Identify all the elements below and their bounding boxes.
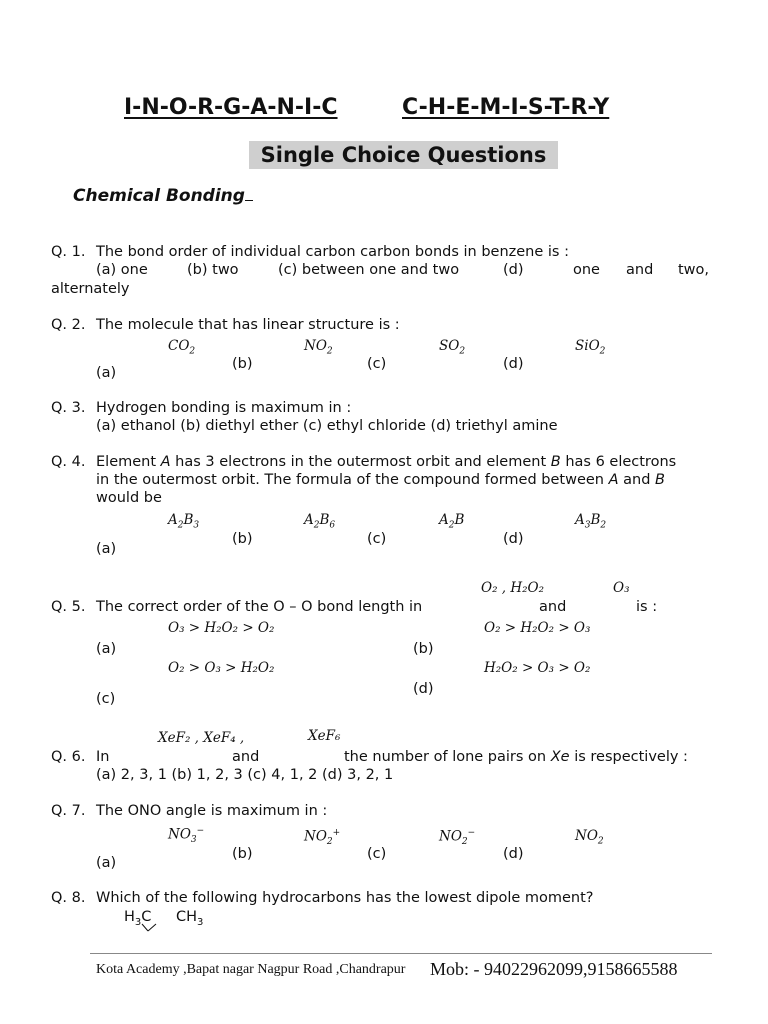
q1-option-d-word3: two, <box>678 262 710 278</box>
q2-fd-base: SiO <box>575 338 600 354</box>
q6-text-a: the number of lone pairs on <box>344 749 551 765</box>
q7-fc-sub: 2 <box>461 837 468 848</box>
q4-formula-d <box>575 512 606 531</box>
q7-fa-sub: 3 <box>190 835 197 846</box>
q4-fa-4: 3 <box>193 520 200 531</box>
q7-fb-sup: + <box>332 828 341 838</box>
q4-label-a: (a) <box>96 541 117 557</box>
footer-divider <box>90 953 712 954</box>
q6-and: and <box>232 749 260 765</box>
title-right: C-H-E-M-I-S-T-R-Y <box>402 95 610 120</box>
q2-fc-sub: 2 <box>459 346 466 357</box>
q2-formula-b <box>304 338 333 357</box>
q4-number: Q. 4. <box>51 454 86 470</box>
q4-fd-4: 2 <box>600 520 607 531</box>
q5-label-b: (b) <box>413 641 434 657</box>
q2-formula-a <box>168 338 195 357</box>
q2-fc-base: SO <box>439 338 460 354</box>
q1-text: The bond order of individual carbon carbon bonds in benzene is : <box>96 244 569 260</box>
q4-fa-1: A <box>168 512 178 528</box>
q5-formula-top1: O₂ , H₂O₂ <box>481 580 545 596</box>
q7-fb-sub: 2 <box>326 837 333 848</box>
q7-fc-base: NO <box>439 828 462 845</box>
q7-formula-b <box>304 828 340 847</box>
q2-label-d: (d) <box>503 356 524 372</box>
q5-formula-c: O₂ > O₃ > H₂O₂ <box>168 660 275 676</box>
q2-fa-sub: 2 <box>189 346 196 357</box>
q2-formula-c <box>439 338 465 357</box>
q8-text: Which of the following hydrocarbons has the lowest dipole moment? <box>96 890 594 906</box>
q2-fa-base: CO <box>168 338 190 354</box>
q7-fa-base: NO <box>168 826 191 843</box>
q4-l1-A: A <box>160 454 171 470</box>
q1-option-a: (a) one <box>96 262 148 278</box>
q5-formula-b: O₂ > H₂O₂ > O₃ <box>484 620 591 636</box>
q4-l1-B: B <box>550 454 561 470</box>
q2-fd-sub: 2 <box>599 346 606 357</box>
q7-fd-base: NO <box>575 828 598 844</box>
q7-formula-c <box>439 828 475 847</box>
q2-label-a: (a) <box>96 365 117 381</box>
q3-text: Hydrogen bonding is maximum in : <box>96 400 352 416</box>
q6-formula-2: XeF₆ <box>308 728 341 744</box>
q7-fb-base: NO <box>304 828 327 845</box>
title-left: I-N-O-R-G-A-N-I-C <box>124 95 338 120</box>
q7-fc-sup: − <box>467 828 476 838</box>
q1-option-b: (b) two <box>187 262 239 278</box>
q6-text-b: is respectively : <box>569 749 688 765</box>
q5-number: Q. 5. <box>51 599 86 615</box>
q2-label-b: (b) <box>232 356 253 372</box>
q8-h3c-h: H <box>124 909 135 925</box>
section-underline <box>245 186 253 201</box>
q7-formula-a <box>168 826 204 845</box>
q7-label-c: (c) <box>367 846 387 862</box>
q1-option-d-cont: alternately <box>51 281 130 297</box>
q2-text: The molecule that has linear structure is : <box>96 317 400 333</box>
q2-number: Q. 2. <box>51 317 86 333</box>
q4-line1 <box>96 454 676 470</box>
q6-xe: Xe <box>550 749 570 765</box>
q5-label-d: (d) <box>413 681 434 697</box>
q4-fc-3: B <box>454 512 465 528</box>
q3-options: (a) ethanol (b) diethyl ether (c) ethyl chloride (d) triethyl amine <box>96 418 558 434</box>
q4-fd-2: 3 <box>584 520 591 531</box>
q7-label-a: (a) <box>96 855 117 871</box>
q4-fc-2: 2 <box>448 520 455 531</box>
q4-l1-b: has 3 electrons in the outermost orbit and element <box>170 454 551 470</box>
q5-and: and <box>539 599 567 615</box>
q4-fa-3: B <box>183 512 194 528</box>
q5-label-a: (a) <box>96 641 117 657</box>
q7-label-d: (d) <box>503 846 524 862</box>
q8-h3c-sub: 3 <box>134 916 142 928</box>
q6-number: Q. 6. <box>51 749 86 765</box>
q4-formula-b <box>304 512 335 531</box>
q4-fb-2: 2 <box>313 520 320 531</box>
q4-l1-a: Element <box>96 454 161 470</box>
q5-is: is : <box>636 599 658 615</box>
q2-fb-sub: 2 <box>326 346 333 357</box>
section-heading-text: Chemical Bonding <box>73 186 245 206</box>
q4-l2-a: in the outermost orbit. The formula of the compound formed between <box>96 472 609 488</box>
q4-formula-c <box>439 512 464 531</box>
q2-label-c: (c) <box>367 356 387 372</box>
q7-formula-d <box>575 828 604 847</box>
q1-option-d: (d) <box>503 262 524 278</box>
q5-text: The correct order of the O – O bond length in <box>96 599 423 615</box>
q8-bond-lines <box>140 922 164 934</box>
q4-label-d: (d) <box>503 531 524 547</box>
q4-l2-A: A <box>608 472 619 488</box>
q6-options: (a) 2, 3, 1 (b) 1, 2, 3 (c) 4, 1, 2 (d) 3, 2, 1 <box>96 767 394 783</box>
q8-h3c-c: C <box>141 909 152 925</box>
q4-line2 <box>96 472 665 488</box>
q5-formula-a: O₃ > H₂O₂ > O₂ <box>168 620 275 636</box>
q4-fa-2: 2 <box>177 520 184 531</box>
q8-ch3-ch: CH <box>176 909 198 925</box>
q4-label-b: (b) <box>232 531 253 547</box>
q4-l2-B: B <box>655 472 665 488</box>
q4-fb-3: B <box>319 512 330 528</box>
footer-address: Kota Academy ,Bapat nagar Nagpur Road ,Chandrapur <box>96 962 406 977</box>
q4-fd-1: A <box>575 512 585 528</box>
q7-text: The ONO angle is maximum in : <box>96 803 328 819</box>
q4-formula-a <box>168 512 199 531</box>
q6-formula-1: XeF₂ , XeF₄ , <box>158 730 245 746</box>
q4-l1-c: has 6 electrons <box>560 454 677 470</box>
footer-mobile: Mob: - 94022962099,9158665588 <box>430 959 678 979</box>
q4-fb-1: A <box>304 512 314 528</box>
q3-number: Q. 3. <box>51 400 86 416</box>
q6-text <box>344 749 688 765</box>
q1-option-d-word1: one <box>573 262 600 278</box>
q4-l2-b: and <box>618 472 656 488</box>
q4-fd-3: B <box>590 512 601 528</box>
q2-formula-d <box>575 338 605 357</box>
q1-number: Q. 1. <box>51 244 86 260</box>
q7-number: Q. 7. <box>51 803 86 819</box>
q7-label-b: (b) <box>232 846 253 862</box>
q4-fb-4: 6 <box>329 520 336 531</box>
q4-line3: would be <box>96 490 162 506</box>
q1-option-d-word2: and <box>626 262 654 278</box>
q8-number: Q. 8. <box>51 890 86 906</box>
q2-fb-base: NO <box>304 338 327 354</box>
q4-label-c: (c) <box>367 531 387 547</box>
q8-ch3-sub: 3 <box>197 916 204 928</box>
q6-in: In <box>96 749 110 765</box>
q7-fa-sup: − <box>196 826 205 836</box>
q8-structure-right <box>176 909 203 928</box>
q5-label-c: (c) <box>96 691 116 707</box>
q5-formula-d: H₂O₂ > O₃ > O₂ <box>484 660 591 676</box>
section-heading <box>73 186 253 206</box>
subtitle: Single Choice Questions <box>249 141 558 169</box>
q1-option-c: (c) between one and two <box>278 262 460 278</box>
q4-fc-1: A <box>439 512 449 528</box>
q5-formula-top2: O₃ <box>613 580 630 596</box>
q7-fd-sub: 2 <box>597 836 604 847</box>
